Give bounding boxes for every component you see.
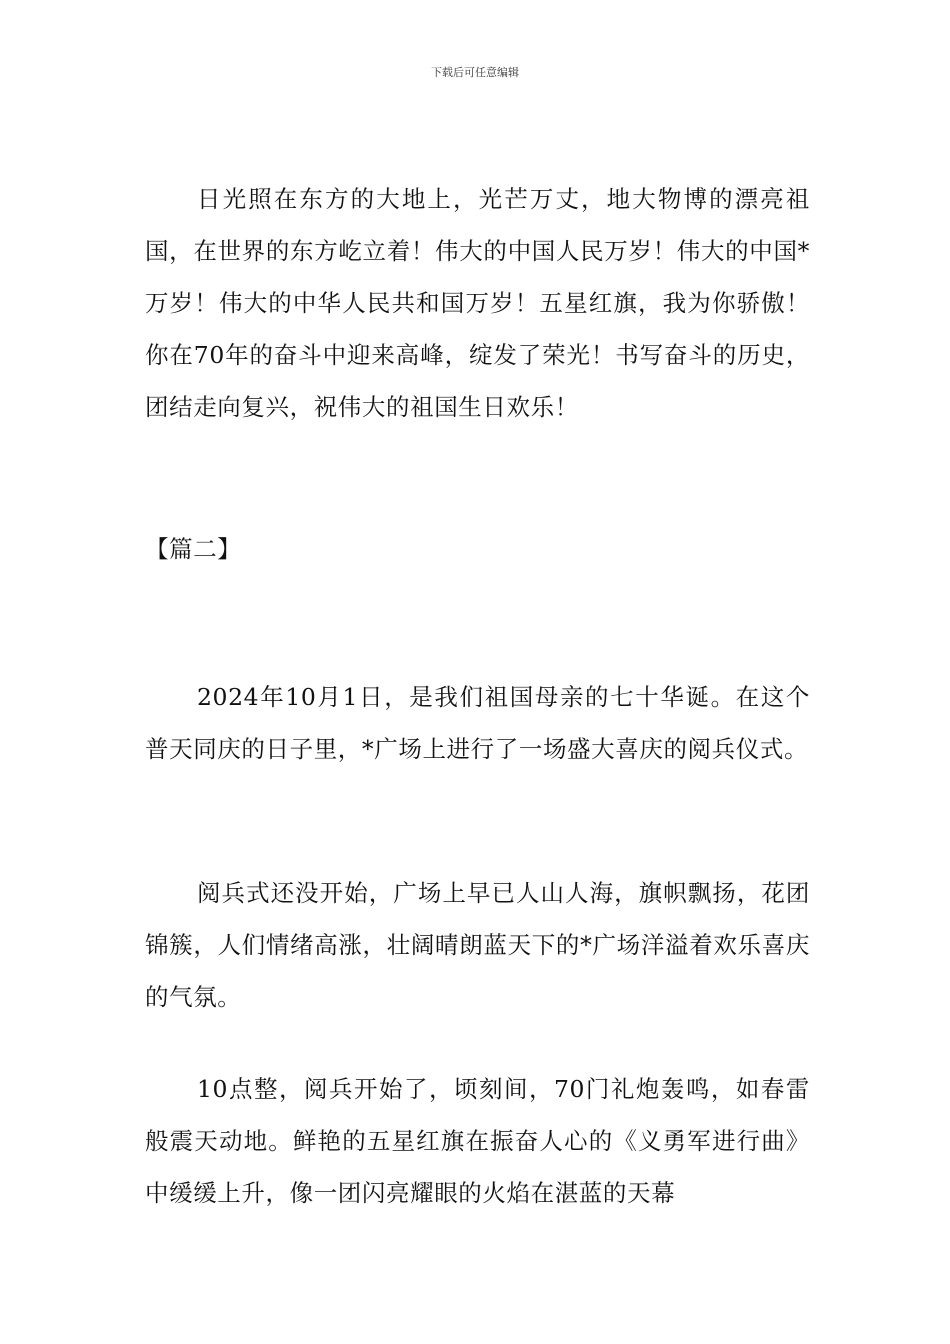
section-heading: 【篇二】 <box>145 535 242 563</box>
paragraph-3: 阅兵式还没开始，广场上早已人山人海，旗帜飘扬，花团锦簇，人们情绪高涨，壮阔晴朗蓝天下的*广场洋溢着欢乐喜庆的气氛。 <box>145 879 810 1011</box>
paragraph-4: 10点整，阅兵开始了，顷刻间，70门礼炮轰鸣，如春雷般震天动地。鲜艳的五星红旗在振奋人心的《义勇军进行曲》中缓缓上升，像一团闪亮耀眼的火焰在湛蓝的天幕 <box>145 1075 810 1207</box>
paragraph-1: 日光照在东方的大地上，光芒万丈，地大物博的漂亮祖国，在世界的东方屹立着！伟大的中国人民万岁！伟大的中国*万岁！伟大的中华人民共和国万岁！五星红旗，我为你骄傲！你在70年的奋斗中迎来高峰，绽发了荣光！书写奋斗的历史，团结走向复兴，祝伟大的祖国生日欢乐！ <box>145 185 810 421</box>
page-header: 下载后可任意编辑 <box>431 66 519 79</box>
paragraph-2: 2024年10月1日，是我们祖国母亲的七十华诞。在这个普天同庆的日子里，*广场上进行了一场盛大喜庆的阅兵仪式。 <box>145 683 810 763</box>
